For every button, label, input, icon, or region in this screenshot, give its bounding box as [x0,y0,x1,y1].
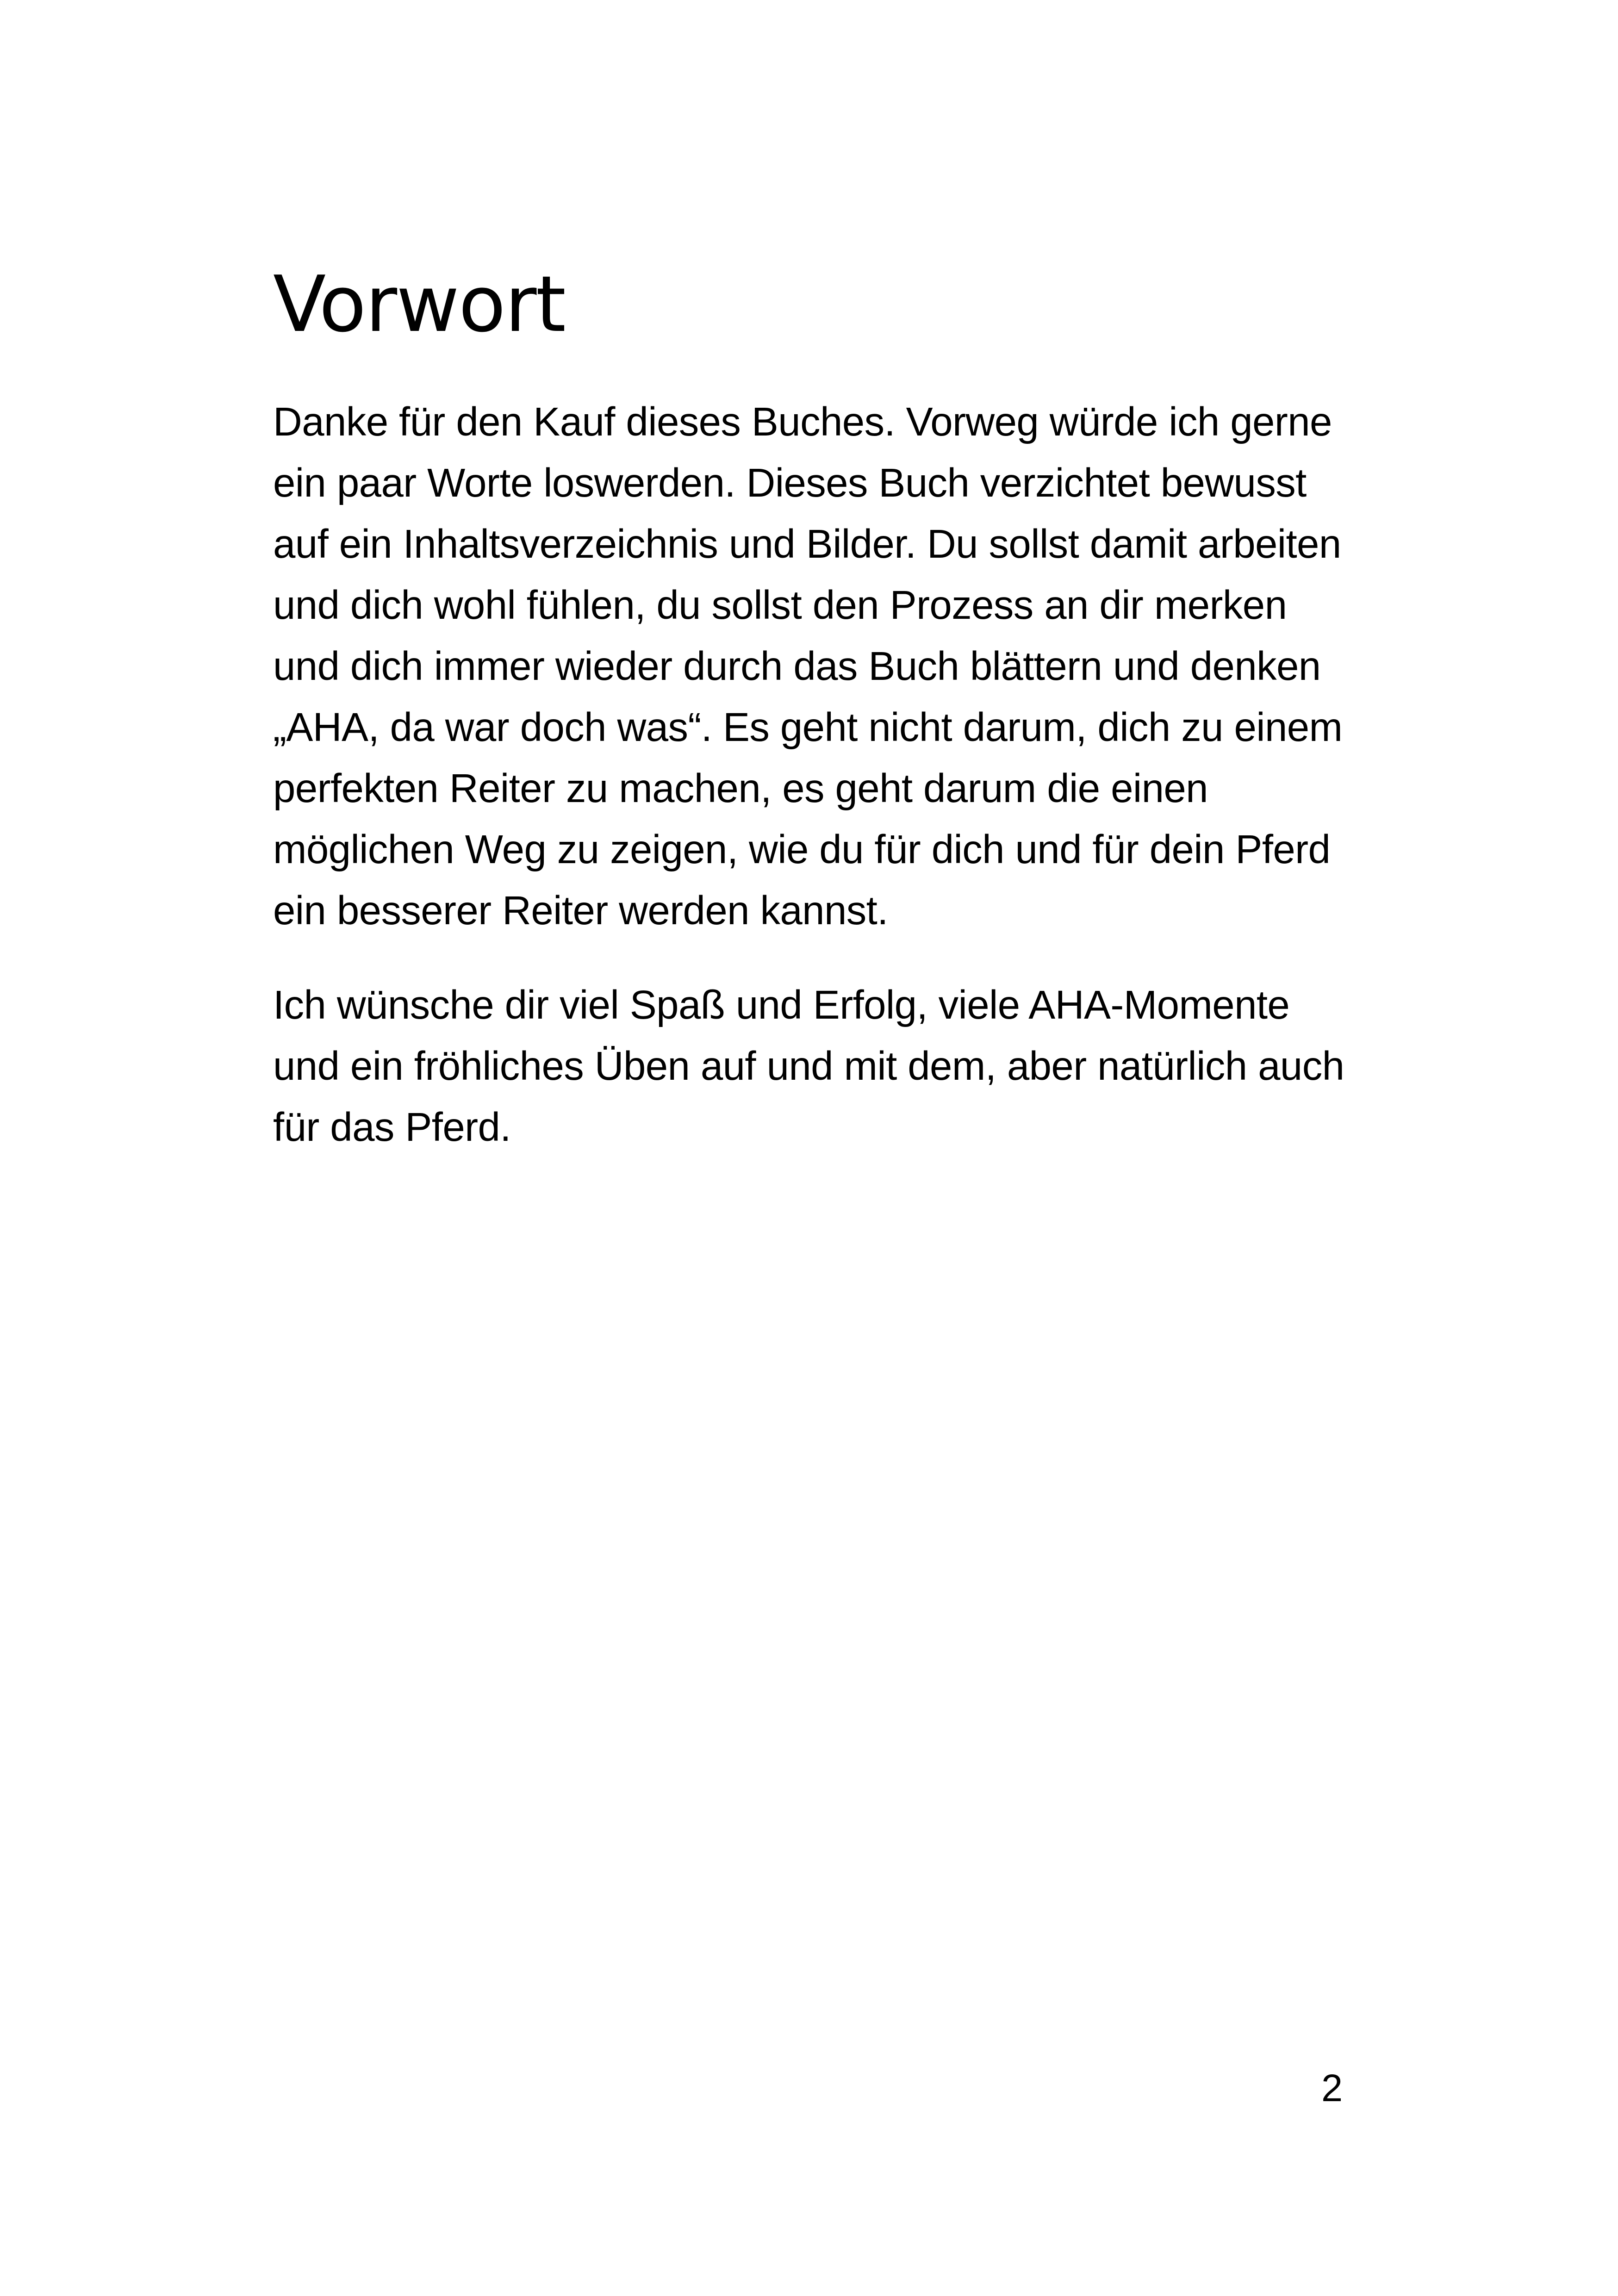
page-title: Vorwort [273,260,566,349]
body-paragraph-wishes: Ich wünsche dir viel Spaß und Erfolg, viele AHA-Momente und ein fröhliches Üben auf und mit dem, aber natürlich auch für das Pferd. [273,983,1344,1150]
page-content [273,260,1351,1158]
page-number: 2 [1321,2066,1343,2109]
body-paragraph-intro: Danke für den Kauf dieses Buches. Vorweg würde ich gerne ein paar Worte loswerden. Dieses Buch verzichtet bewusst auf ein Inhaltsverzeichnis und Bilder. Du sollst damit arbeiten und dich wohl fühlen, du sollst den Prozess an dir merken und dich immer wieder durch das Buch blättern und denken „AHA, da war doch was“. Es geht nicht darum, dich zu einem perfekten Reiter zu machen, es geht darum die einen möglichen Weg zu zeigen, wie du für dich und für dein Pferd ein besserer Reiter werden kannst. [273,399,1343,933]
